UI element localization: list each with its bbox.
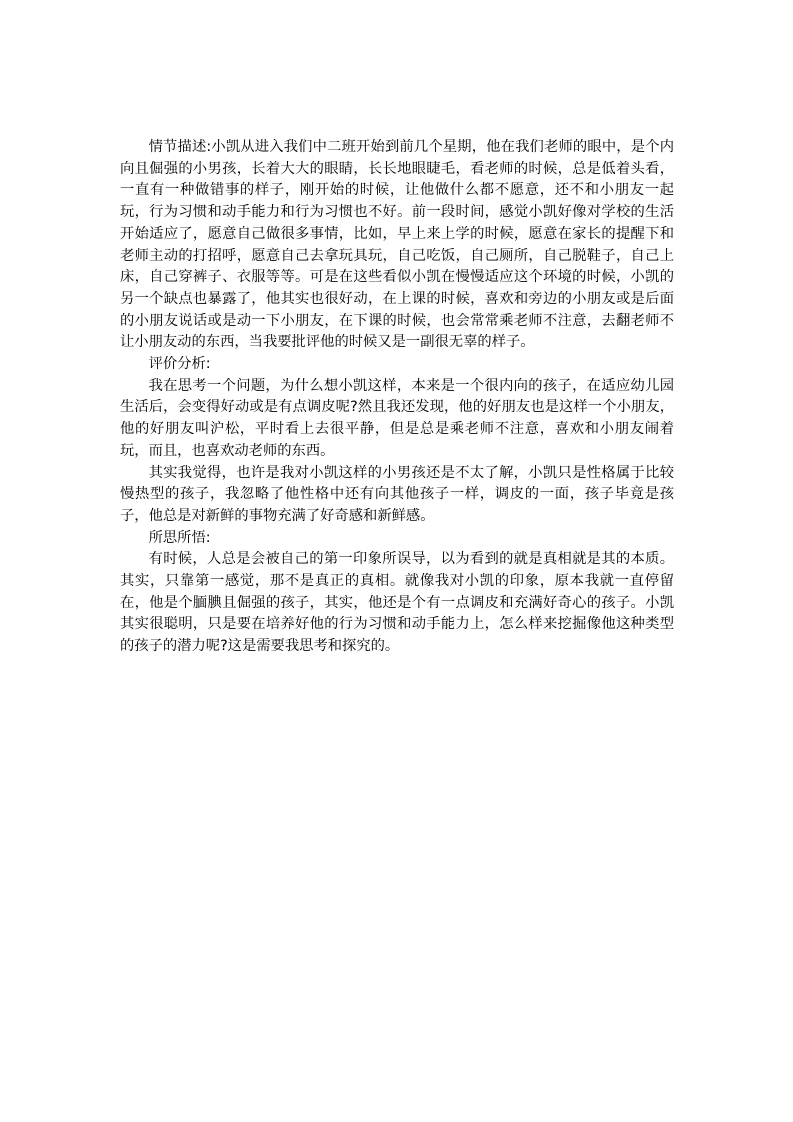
evaluation-analysis-heading: 评价分析: [148,356,211,373]
evaluation-paragraph-1: 我在思考一个问题，为什么想小凯这样，本来是一个很内向的孩子，在适应幼儿园生活后，会变得好动或是有点调皮呢?然且我还发现，他的好朋友也是这样一个小朋友，他的好朋友叫沪松，平时看上去很平静，但是总是乘老师不注意，喜欢和小朋友闹着玩，而且，也喜欢动老师的东西。 [120,377,674,459]
document-body [120,137,674,658]
plot-description-paragraph: 情节描述:小凯从进入我们中二班开始到前几个星期，他在我们老师的眼中，是个内向且倔强的小男孩，长着大大的眼睛，长长地眼睫毛，看老师的时候，总是低着头看，一直有一种做错事的样子，刚开始的时候，让他做什么都不愿意，还不和小朋友一起玩，行为习惯和动手能力和行为习惯也不好。前一段时间，感觉小凯好像对学校的生活开始适应了，愿意自己做很多事情，比如，早上来上学的时候，愿意在家长的提醒下和老师主动的打招呼，愿意自己去拿玩具玩，自己吃饭，自己厕所，自己脱鞋子，自己上床，自己穿裤子、衣服等等。可是在这些看似小凯在慢慢适应这个环境的时候，小凯的另一个缺点也暴露了，他其实也很好动，在上课的时候，喜欢和旁边的小朋友或是后面的小朋友说话或是动一下小朋友，在下课的时候，也会常常乘老师不注意，去翻老师不让小朋友动的东西，当我要批评他的时候又是一副很无辜的样子。 [120,139,674,351]
evaluation-paragraph-2: 其实我觉得，也许是我对小凯这样的小男孩还是不太了解，小凯只是性格属于比较慢热型的孩子，我忽略了他性格中还有向其他孩子一样，调皮的一面，孩子毕竟是孩子，他总是对新鲜的事物充满了好奇感和新鲜感。 [120,464,674,524]
reflection-paragraph: 有时候，人总是会被自己的第一印象所误导，以为看到的就是真相就是其的本质。其实，只靠第一感觉，那不是真正的真相。就像我对小凯的印象，原本我就一直停留在，他是个腼腆且倔强的孩子，其实，他还是个有一点调皮和充满好奇心的孩子。小凯其实很聪明，只是要在培养好他的行为习惯和动手能力上，怎么样来挖掘像他这种类型的孩子的潜力呢?这是需要我思考和探究的。 [120,551,674,655]
reflection-heading: 所思所悟: [148,529,211,546]
